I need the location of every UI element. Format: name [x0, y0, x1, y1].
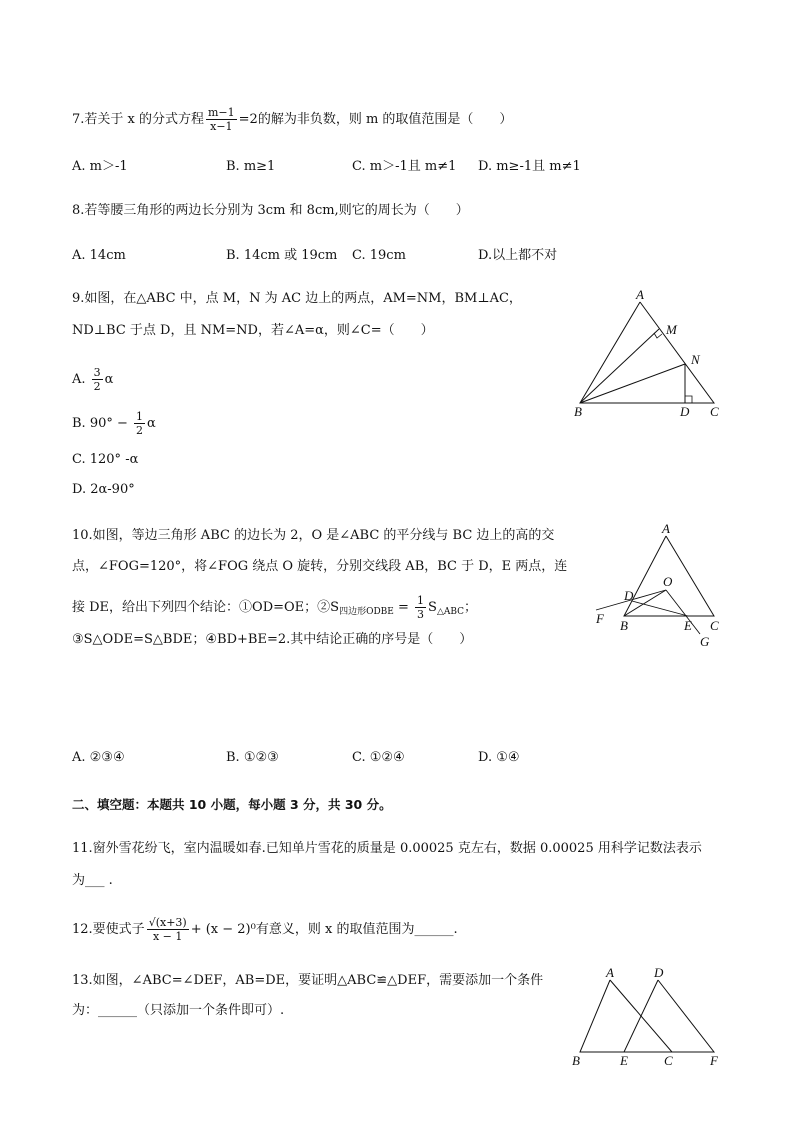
q9-opt-a-num: 3: [93, 366, 101, 379]
q7-suffix: =2的解为非负数，则 m 的取值范围是（ ）: [238, 112, 513, 127]
q10-label-c: C: [710, 618, 719, 633]
q9-line1: 9.如图，在△ABC 中，点 M，N 为 AC 边上的两点，AM=NM，BM⊥AC，: [72, 291, 522, 306]
q11-line2: 为___ .: [72, 873, 113, 888]
q7-fraction: [206, 106, 237, 133]
q9-label-n: N: [691, 352, 700, 367]
q10-line3-a: 接 DE，给出下列四个结论：①OD=OE；②S: [72, 600, 340, 615]
q13-triangle-abc: [580, 980, 672, 1052]
q8-stem: 8.若等腰三角形的两边长分别为 3cm 和 8cm,则它的周长为（ ）: [72, 203, 469, 218]
q13-label-b: B: [572, 1053, 580, 1068]
q13-label-c: C: [664, 1053, 673, 1068]
q7-option-c[interactable]: C. m＞-1且 m≠1: [352, 159, 457, 174]
q12-suffix: 有意义，则 x 的取值范围为______.: [255, 922, 458, 937]
q10-segment-de: [632, 601, 688, 616]
q12-frac-den: x − 1: [152, 930, 183, 943]
section-2-heading: 二、填空题：本题共 10 小题，每小题 3 分，共 30 分。: [72, 797, 392, 812]
q7-frac-den: x−1: [210, 120, 233, 133]
q10-line3-num: 1: [417, 594, 425, 607]
q13-label-f: F: [710, 1053, 718, 1068]
q13-label-e: E: [620, 1053, 628, 1068]
q8-option-b[interactable]: B. 14cm 或 19cm: [226, 248, 338, 263]
q10-option-a[interactable]: A. ②③④: [72, 750, 125, 765]
q9-opt-b-tail: α: [147, 416, 156, 431]
q8-option-a[interactable]: A. 14cm: [72, 248, 126, 263]
q9-opt-b-frac: [134, 410, 145, 437]
q10-line3-s: S: [428, 600, 437, 615]
q9-option-a[interactable]: [72, 366, 113, 393]
q9-label-b: B: [574, 404, 582, 419]
q10-triangle-figure: [588, 522, 728, 654]
q10-label-a: A: [662, 522, 670, 536]
q13-triangles-figure: [566, 964, 730, 1074]
q10-line3-sub2: △ABC: [436, 607, 465, 617]
q7-option-a[interactable]: A. m＞-1: [72, 159, 128, 174]
q9-option-c[interactable]: C. 120° -α: [72, 452, 139, 467]
q7-option-b[interactable]: B. m≥1: [226, 159, 276, 174]
q9-option-d[interactable]: D. 2α-90°: [72, 482, 135, 497]
q9-opt-b-num: 1: [136, 410, 144, 423]
q7-prefix: 7.若关于 x 的分式方程: [72, 112, 204, 127]
q8-option-c[interactable]: C. 19cm: [352, 248, 406, 263]
q9-label-m: M: [666, 322, 677, 337]
q10-label-o: O: [663, 574, 673, 589]
q10-option-b[interactable]: B. ①②③: [226, 750, 279, 765]
q12-fraction: [147, 916, 189, 943]
q9-opt-a-tail: α: [104, 372, 114, 387]
q10-ray-og: [666, 590, 700, 634]
q10-line3-den: 3: [417, 608, 425, 621]
q10-label-e: E: [684, 618, 692, 633]
q7-stem: [72, 106, 512, 133]
q10-line3: [72, 594, 477, 621]
q9-label-a: A: [636, 288, 644, 302]
q9-segment-bn: [580, 364, 685, 403]
q10-label-b: B: [620, 618, 628, 633]
q9-triangle-figure: [566, 288, 736, 420]
q12-mid: + (x − 2)⁰: [190, 922, 256, 937]
q13-triangle-def: [624, 980, 714, 1052]
q9-right-angle-d: [685, 396, 692, 403]
q10-line3-sub: 四边形ODBE: [339, 607, 394, 617]
q9-option-b[interactable]: [72, 410, 156, 437]
q10-label-f: F: [596, 611, 604, 626]
q10-line3-end: ；: [464, 600, 478, 615]
q10-label-g: G: [700, 634, 710, 649]
q13-line2: 为：______（只添加一个条件即可）.: [72, 1003, 285, 1018]
q9-label-d: D: [680, 404, 690, 419]
q11-line1: 11.窗外雪花纷飞，室内温暖如春.已知单片雪花的质量是 0.00025 克左右，数据 0.00025 用科学记数法表示: [72, 841, 702, 856]
q10-line3-eq: =: [393, 600, 414, 615]
q9-opt-b-head: 90° −: [89, 416, 128, 431]
q12-stem: [72, 916, 458, 943]
q9-opt-a-frac: [92, 366, 103, 393]
q10-line1: 10.如图，等边三角形 ABC 的边长为 2，O 是∠ABC 的平分线与 BC 边上的高的交: [72, 528, 555, 543]
q8-option-d[interactable]: D.以上都不对: [478, 248, 558, 263]
q9-line2: ND⊥BC 于点 D，且 NM=ND，若∠A=α，则∠C=（ ）: [72, 323, 434, 338]
q10-line2: 点，∠FOG=120°，将∠FOG 绕点 O 旋转，分别交线段 AB，BC 于 D，E 两点，连: [72, 559, 568, 574]
q9-opt-b-label: B.: [72, 416, 86, 431]
q9-right-angle-m: [654, 333, 662, 338]
q9-opt-a-den: 2: [93, 380, 101, 393]
q9-opt-b-den: 2: [136, 424, 144, 437]
q9-label-c: C: [710, 404, 719, 419]
q13-label-a: A: [606, 965, 614, 980]
q10-option-c[interactable]: C. ①②④: [352, 750, 405, 765]
q13-line1: 13.如图，∠ABC=∠DEF，AB=DE，要证明△ABC≌△DEF，需要添加一个条件: [72, 973, 544, 988]
q12-frac-num: √(x+3): [148, 916, 187, 929]
q9-segment-bm: [580, 329, 659, 403]
q13-label-d: D: [654, 965, 664, 980]
q10-line4: ③S△ODE=S△BDE；④BD+BE=2.其中结论正确的序号是（ ）: [72, 632, 473, 647]
q10-label-d: D: [624, 588, 634, 603]
q7-option-d[interactable]: D. m≥-1且 m≠1: [478, 159, 581, 174]
q9-opt-a-label: A.: [72, 372, 86, 387]
q12-prefix: 12.要使式子: [72, 922, 145, 937]
q10-line3-frac: [415, 594, 426, 621]
q7-frac-num: m−1: [208, 106, 235, 119]
q10-option-d[interactable]: D. ①④: [478, 750, 520, 765]
